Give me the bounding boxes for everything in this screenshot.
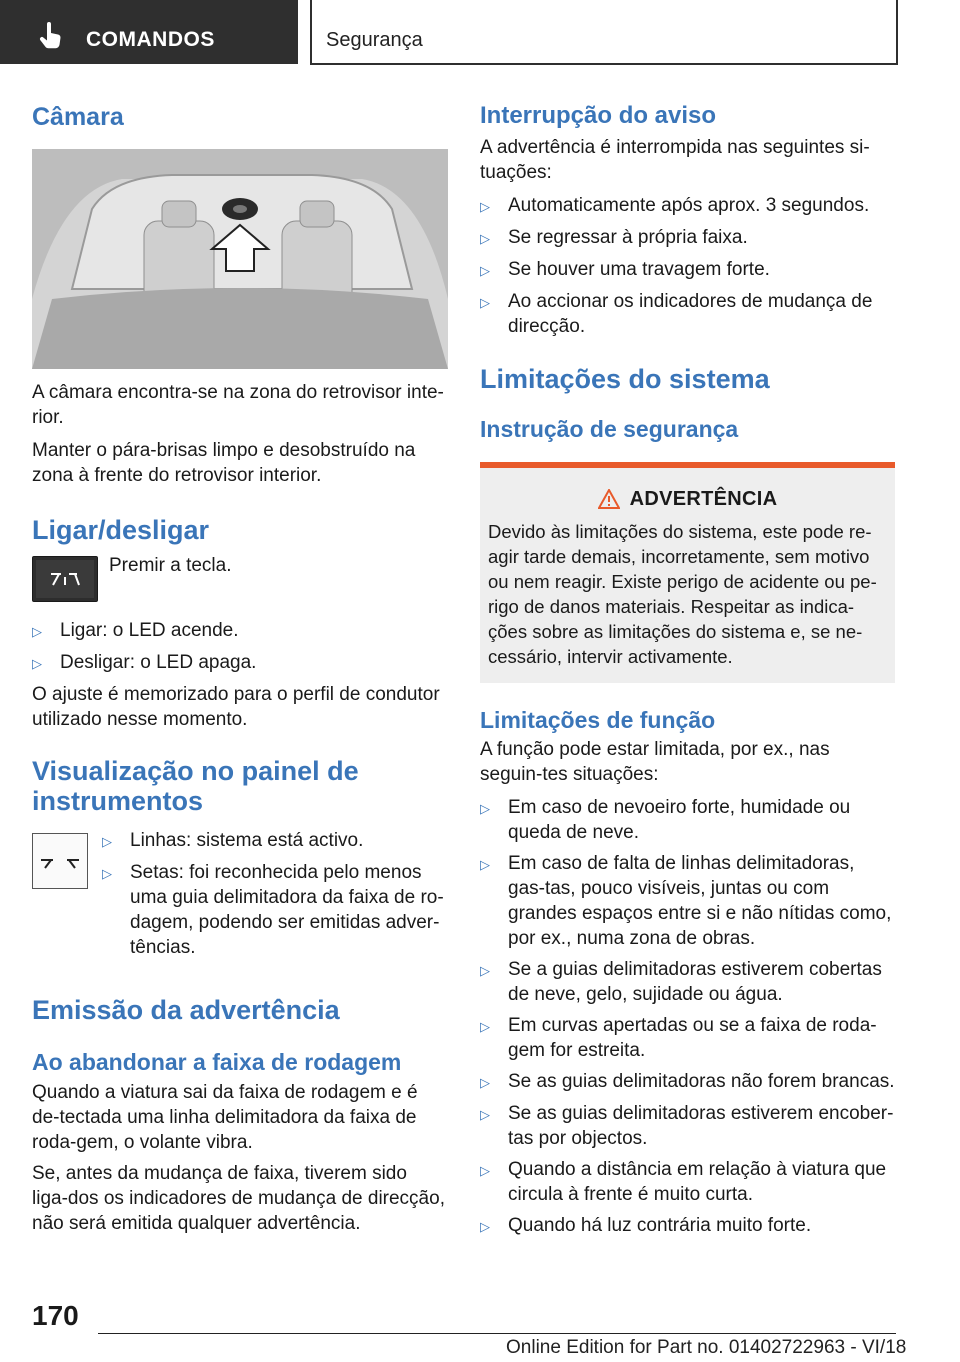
triangle-bullet-icon: ▷ bbox=[480, 801, 490, 817]
triangle-bullet-icon: ▷ bbox=[480, 1163, 490, 1179]
leaving-paragraph-1: Quando a viatura sai da faixa de rodagem e é de-tectada uma linha delimitadora da faixa de roda-gem, o volante vibra. bbox=[32, 1081, 418, 1153]
list-item: ▷ Quando há luz contrária muito forte. bbox=[480, 1213, 895, 1239]
list-item: ▷ Se as guias delimitadoras não forem brancas. bbox=[480, 1069, 895, 1095]
list-item: ▷ Em curvas apertadas ou se a faixa de roda-gem for estreita. bbox=[480, 1015, 877, 1062]
list-item: ▷ Se a guias delimitadoras estiverem cobertas de neve, gelo, sujidade ou água. bbox=[480, 959, 882, 1006]
page-number: 170 bbox=[32, 1300, 79, 1331]
on-off-heading: Ligar/desligar bbox=[32, 515, 210, 545]
triangle-bullet-icon: ▷ bbox=[32, 656, 42, 672]
list-item: ▷ Se houver uma travagem forte. bbox=[480, 257, 895, 283]
list-item: ▷ Automaticamente após aprox. 3 segundos. bbox=[480, 193, 895, 219]
triangle-bullet-icon: ▷ bbox=[480, 230, 490, 246]
interrupt-paragraph: A advertência é interrompida nas seguintes si-tuações: bbox=[480, 136, 870, 183]
list-item: ▷ Desligar: o LED apaga. bbox=[32, 650, 448, 676]
interrupt-list bbox=[480, 193, 895, 339]
warning-box bbox=[480, 462, 895, 683]
triangle-bullet-icon: ▷ bbox=[32, 624, 42, 640]
limits-heading: Limitações do sistema bbox=[480, 363, 770, 394]
header-tab bbox=[0, 0, 298, 64]
list-item: ▷ Se as guias delimitadoras estiverem encober-tas por objectos. bbox=[480, 1103, 894, 1150]
leaving-lane-heading: Ao abandonar a faixa de rodagem bbox=[32, 1048, 402, 1075]
triangle-bullet-icon: ▷ bbox=[480, 963, 490, 979]
triangle-bullet-icon: ▷ bbox=[480, 1219, 490, 1235]
warning-triangle-icon bbox=[598, 489, 620, 509]
triangle-bullet-icon: ▷ bbox=[480, 1075, 490, 1091]
function-limits-paragraph: A função pode estar limitada, por ex., nas seguin-tes situações: bbox=[480, 739, 830, 786]
list-item: ▷ Em caso de nevoeiro forte, humidade ou queda de neve. bbox=[480, 797, 851, 844]
footer-edition: Online Edition for Part no. 01402722963 - VI/18 bbox=[506, 1337, 907, 1358]
on-off-button-row bbox=[32, 556, 448, 602]
triangle-bullet-icon: ▷ bbox=[480, 1107, 490, 1123]
warning-box-title: ADVERTÊNCIA bbox=[488, 488, 887, 511]
list-item: ▷ Ao accionar os indicadores de mudança de direcção. bbox=[480, 290, 873, 337]
display-list bbox=[102, 828, 448, 960]
footer-divider bbox=[98, 1333, 896, 1334]
interrupt-heading: Interrupção do aviso bbox=[480, 102, 717, 129]
warning-box-text: Devido às limitações do sistema, este pode re-agir tarde demais, incorretamente, sem motivo ou nem reagir. Existe perigo de acidente ou pe-rigo de danos materiais. Respeitar as indica-ções sobre as limitações do sistema e, se ne-cessário, intervir activamente. bbox=[488, 520, 877, 667]
list-item: ▷ Quando a distância em relação à viatura que circula à frente é muito curta. bbox=[480, 1159, 887, 1206]
header-section-title: Segurança bbox=[326, 29, 423, 51]
list-item: ▷ Se regressar à própria faixa. bbox=[480, 225, 895, 251]
triangle-bullet-icon: ▷ bbox=[102, 833, 112, 849]
camera-paragraph-2: Manter o pára-brisas limpo e desobstruído na zona à frente do retrovisor interior. bbox=[32, 440, 416, 486]
triangle-bullet-icon: ▷ bbox=[480, 262, 490, 278]
list-item: ▷ Setas: foi reconhecida pelo menos uma guia delimitadora da faixa de ro-dagem, podendo ser emitidas adver-tências. bbox=[102, 861, 444, 958]
camera-photo bbox=[32, 149, 448, 369]
camera-heading: Câmara bbox=[32, 103, 124, 131]
lane-lines-display-icon bbox=[32, 833, 88, 889]
header-tab-label: COMANDOS bbox=[86, 28, 215, 51]
safety-heading: Instrução de segurança bbox=[480, 416, 739, 443]
display-row bbox=[32, 829, 448, 960]
on-off-list bbox=[32, 618, 448, 676]
list-item: ▷ Linhas: sistema está activo. bbox=[102, 828, 448, 854]
function-limits-heading: Limitações de função bbox=[480, 706, 716, 733]
triangle-bullet-icon: ▷ bbox=[480, 294, 490, 310]
warning-heading: Emissão da advertência bbox=[32, 994, 340, 1025]
right-column bbox=[480, 100, 895, 1239]
list-item: ▷ Ligar: o LED acende. bbox=[32, 618, 448, 644]
triangle-bullet-icon: ▷ bbox=[102, 865, 112, 881]
list-item: ▷ Em caso de falta de linhas delimitadoras, gas-tas, pouco visíveis, juntas ou com grandes espaços entre si e não nítidas como, por ex., numa zona de obras. bbox=[480, 853, 892, 950]
display-heading: Visualização no painel de instrumentos bbox=[32, 756, 359, 817]
on-off-intro: Premir a tecla. bbox=[109, 555, 232, 577]
camera-paragraph-1: A câmara encontra-se na zona do retrovisor inte-rior. bbox=[32, 382, 444, 428]
triangle-bullet-icon: ▷ bbox=[480, 198, 490, 214]
on-off-paragraph: O ajuste é memorizado para o perfil de condutor utilizado nesse momento. bbox=[32, 684, 440, 731]
leaving-paragraph-2: Se, antes da mudança de faixa, tiverem sido liga-dos os indicadores de mudança de direcção, não será emitida qualquer advertência. bbox=[32, 1162, 445, 1234]
triangle-bullet-icon: ▷ bbox=[480, 857, 490, 873]
header-section-box bbox=[310, 0, 898, 65]
function-limits-list bbox=[480, 795, 895, 1239]
left-column bbox=[32, 100, 448, 1236]
lane-departure-button-icon bbox=[32, 556, 98, 602]
triangle-bullet-icon: ▷ bbox=[480, 1019, 490, 1035]
pointing-hand-icon bbox=[38, 22, 64, 50]
